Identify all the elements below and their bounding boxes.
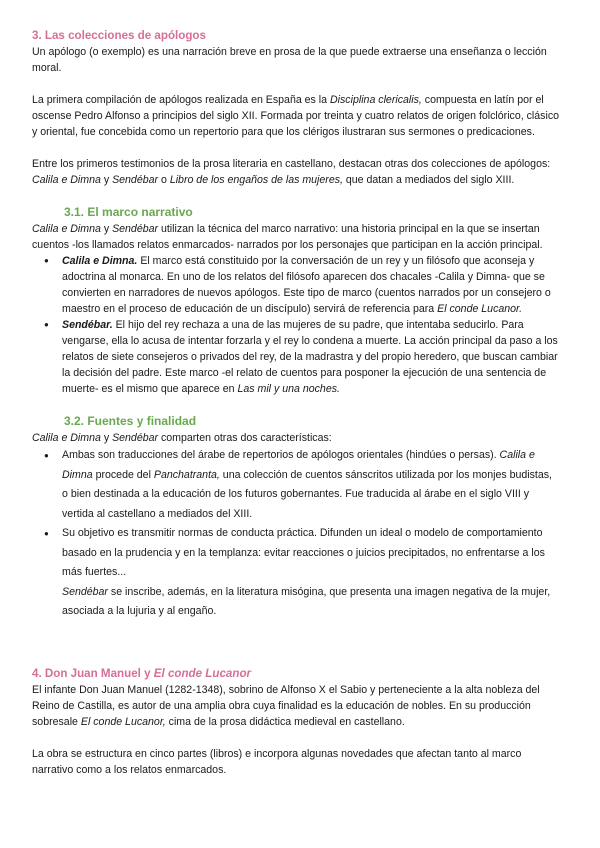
section-4-title: 4. Don Juan Manuel y El conde Lucanor [32, 666, 252, 680]
marco-list [32, 253, 560, 397]
marco-intro: Calila e Dimna y Sendébar utilizan la técnica del marco narrativo: una historia principal en la que se insertan cuentos -los llamados relatos enmarcados- narrados por los personajes que participan en la acción principal. [32, 223, 543, 251]
section-3-2-title: 3.2. Fuentes y finalidad [64, 414, 197, 428]
section-3-1-title: 3.1. El marco narrativo [64, 205, 193, 219]
sendebar-misogina: Sendébar se inscribe, además, en la literatura misógina, que presenta una imagen negativa de la mujer, asociada a la lujuria y al engaño. [62, 585, 551, 617]
apologo-definition: Un apólogo (o exemplo) es una narración breve en prosa de la que puede extraerse una enseñanza o lección moral. [32, 46, 547, 74]
fuentes-intro: Calila e Dimna y Sendébar comparten otras dos características: [32, 432, 332, 444]
list-item-calila: ● Calila e Dimna. El marco está constituido por la conversación de un rey y un filósofo que aconseja y adoctrina al monarca. En uno de los relatos del filósofo aparecen dos chacales -Calila y Dimna- que se convierten en narradores de nuevos apólogos. Este tipo de marco (cuentos narrados por un consejero o maestro en el proceso de educación de un discípulo) servirá de referencia para El conde Lucanor. [62, 253, 560, 317]
disciplina-paragraph: La primera compilación de apólogos realizada en España es la Disciplina clericalis, compuesta en latín por el oscense Pedro Alfonso a principios del siglo XII. Formada por treinta y cuatro relatos de origen folclórico, clásico y oriental, fue concebida como un repertorio para que los clérigos ilustraran sus sermones o predicaciones. [32, 94, 560, 138]
testimonios-paragraph: Entre los primeros testimonios de la prosa literaria en castellano, destacan otras dos colecciones de apólogos: Calila e Dimna y Sendébar o Libro de los engaños de las mujeres, que datan a mediados del siglo XIII. [32, 158, 551, 186]
list-item-traducciones: ● Ambas son traducciones del árabe de repertorios de apólogos orientales (hindúes o persas). Calila e Dimna procede del Panchatranta, una colección de cuentos sánscritos utilizada por los monjes budistas, o bien destinada a la educación de los futuros gobernantes. Fue traducida al árabe en el siglo VIII y vertida al castellano a mediados del XIII. [62, 446, 560, 524]
section-3-title: 3. Las colecciones de apólogos [32, 29, 206, 42]
estructura-paragraph: La obra se estructura en cinco partes (libros) e incorpora algunas novedades que afectan tanto al marco narrativo como a los relatos enmarcados. [32, 747, 522, 776]
list-item-objetivo: ● Su objetivo es transmitir normas de conducta práctica. Difunden un ideal o modelo de comportamiento basado en la prudencia y en la templanza: evitar reacciones o juicios precipitados, no enfrentarse a los más fuertes... [62, 524, 560, 583]
juan-manuel-paragraph: El infante Don Juan Manuel (1282-1348), sobrino de Alfonso X el Sabio y perteneciente a la alta nobleza del Reino de Castilla, es autor de una amplia obra cuya finalidad es la educación de nobles. En su producción sobresale El conde Lucanor, cima de la prosa didáctica medieval en castellano. [32, 683, 540, 728]
list-item-sendebar: ● Sendébar. El hijo del rey rechaza a una de las mujeres de su padre, que intentaba seducirlo. Para vengarse, ella lo acusa de intentar forzarla y el rey lo condena a muerte. La acción principal da paso a los relatos de siete consejeros o privados del rey, de la madrastra y del propio heredero, que buscan cambiar la decisión del padre. Este marco -el relato de cuentos para posponer la ejecución de una sentencia de muerte- es el mismo que aparece en Las mil y una noches. [62, 317, 560, 397]
fuentes-list [32, 446, 560, 583]
